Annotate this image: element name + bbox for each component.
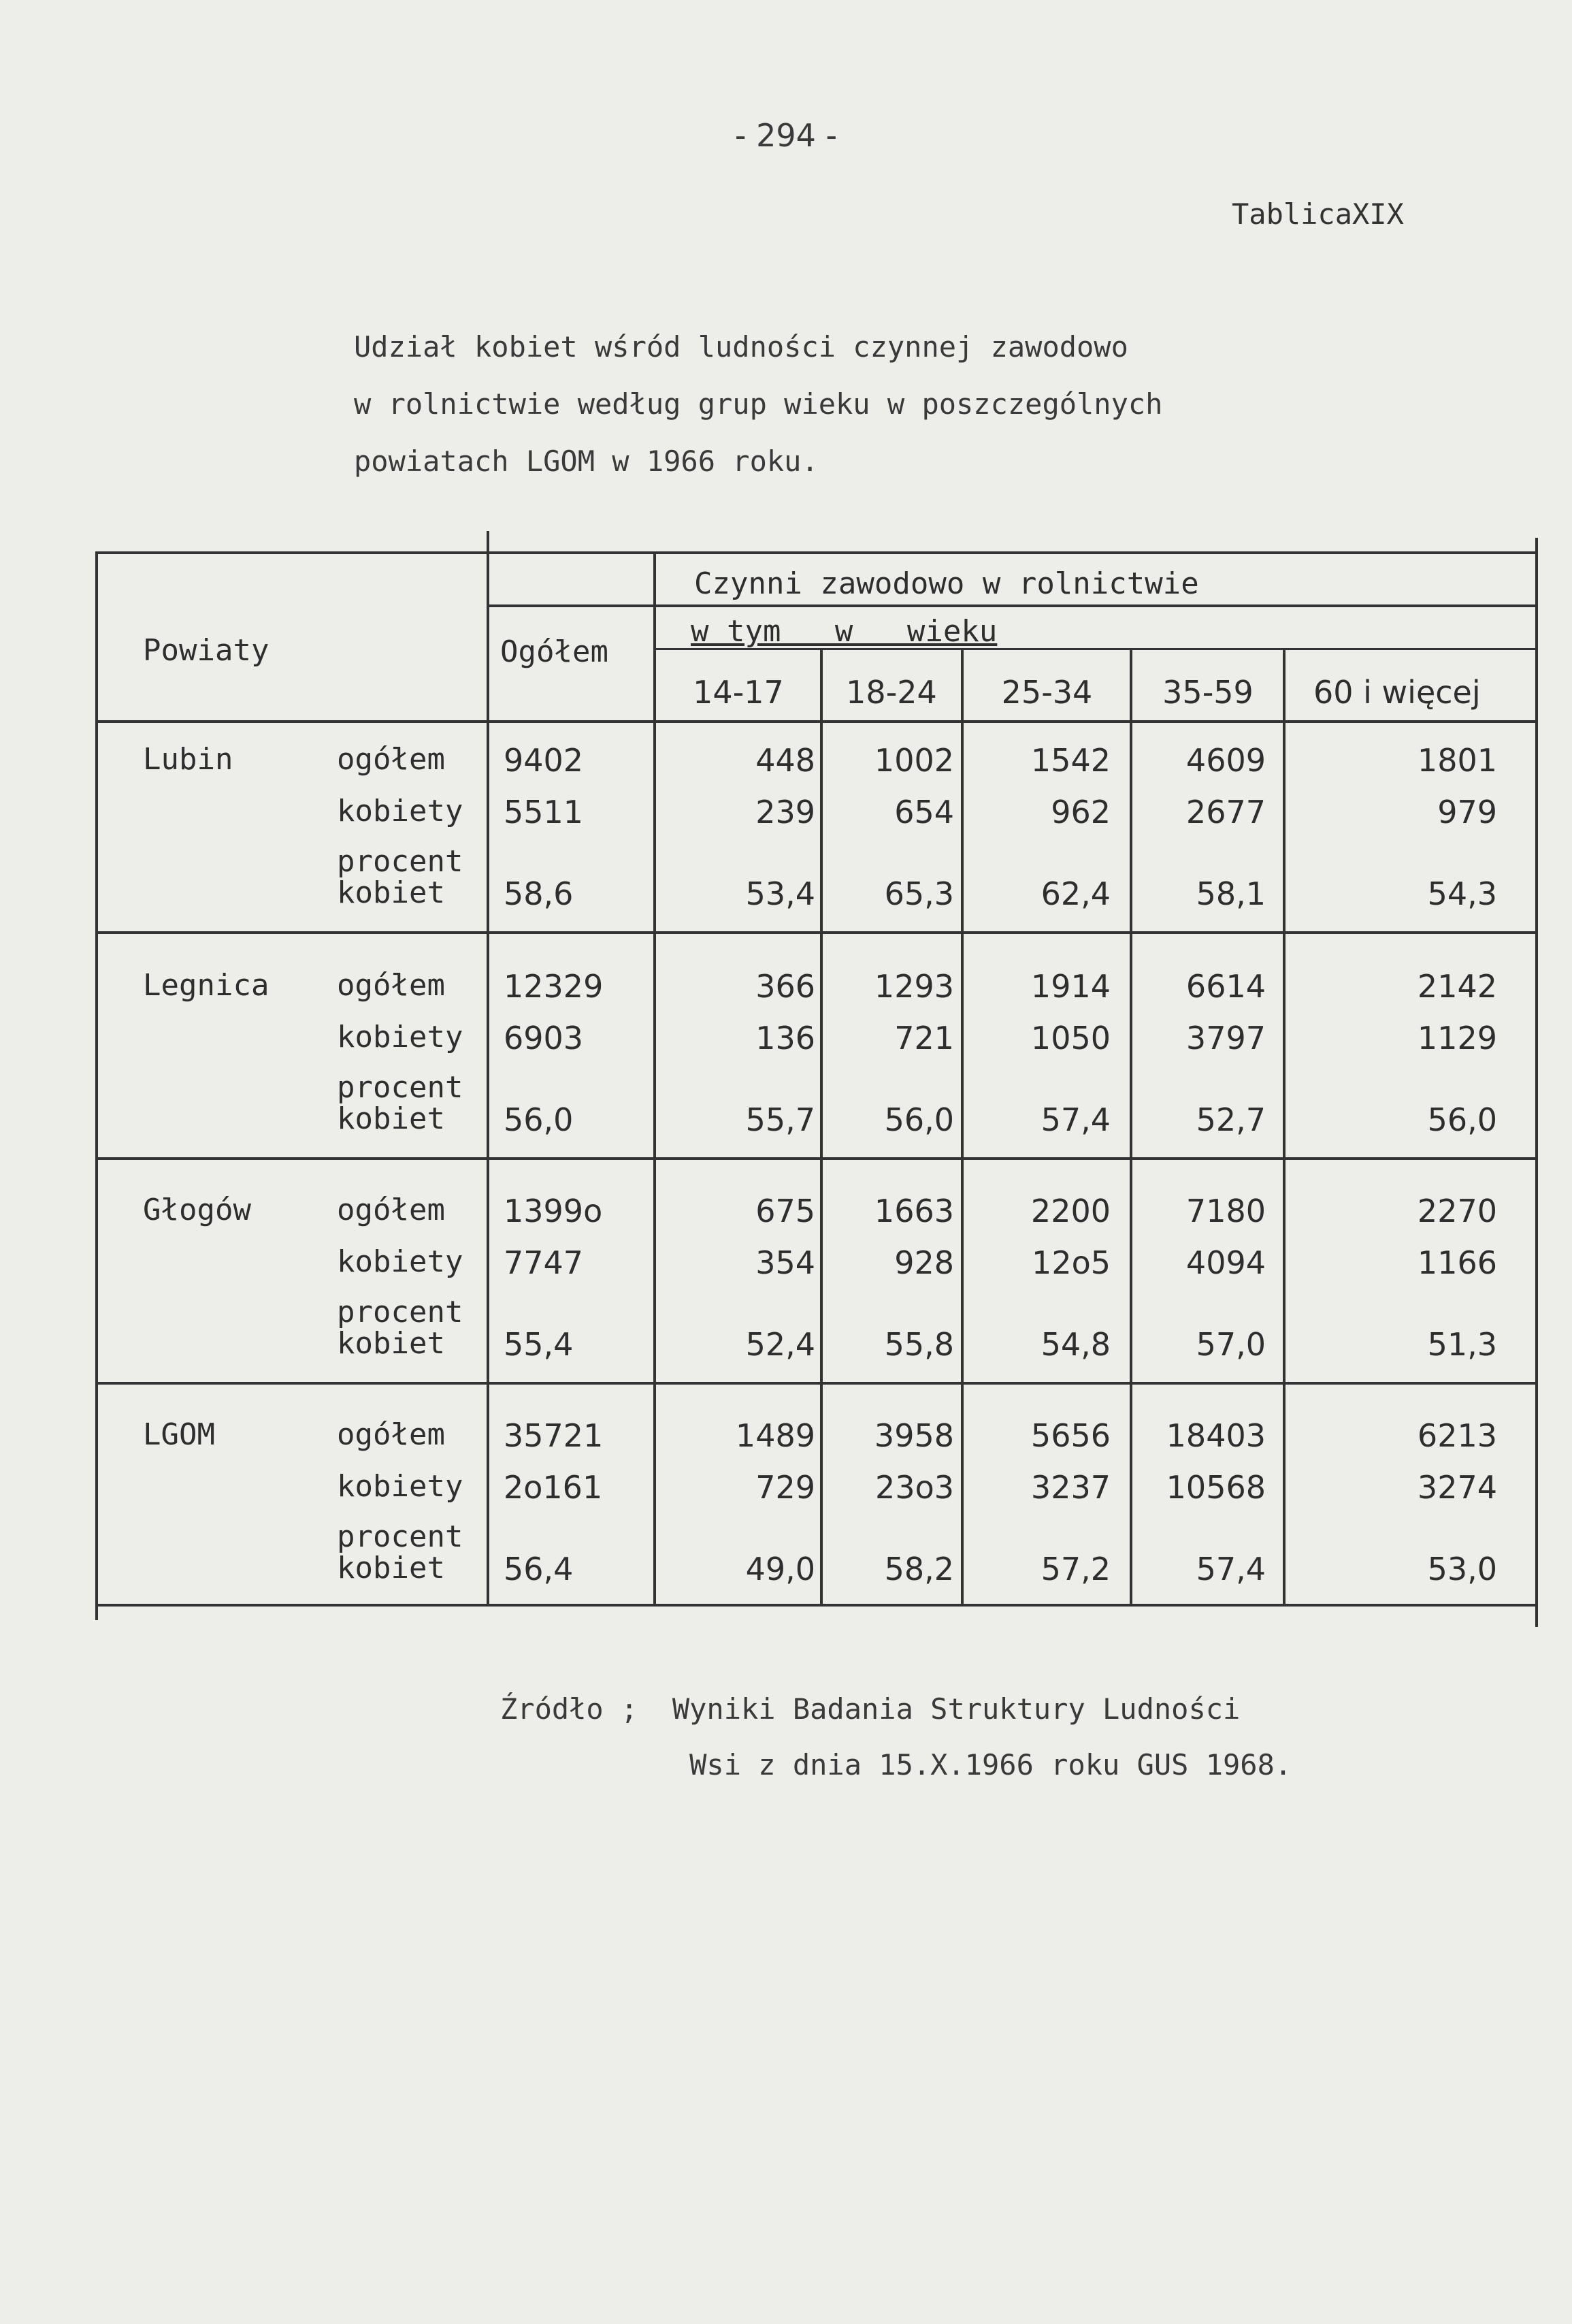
ogolem-value: 56,0 — [504, 1101, 574, 1138]
ogolem-value: 35721 — [504, 1417, 604, 1454]
age-value: 1129 — [1417, 1020, 1497, 1056]
age-value: 54,3 — [1427, 875, 1497, 912]
age-value: 1293 — [874, 968, 954, 1005]
age-value: 729 — [755, 1469, 815, 1506]
table-rule — [95, 720, 1538, 723]
header-czynni: Czynni zawodowo w rolnictwie — [694, 566, 1199, 601]
table-rule — [95, 931, 1538, 934]
data-table — [95, 545, 1538, 1613]
age-value: 4609 — [1185, 742, 1266, 779]
age-value: 2200 — [1030, 1193, 1111, 1229]
table-rule — [95, 1157, 1538, 1160]
age-value: 979 — [1437, 794, 1497, 830]
row-label: kobiet — [337, 1326, 445, 1361]
table-rule — [1283, 648, 1286, 1604]
age-value: 53,0 — [1427, 1551, 1497, 1587]
age-value: 55,8 — [884, 1326, 954, 1363]
table-rule — [487, 531, 489, 1607]
row-label: kobiet — [337, 875, 445, 910]
age-value: 448 — [755, 742, 815, 779]
row-label: procent — [337, 844, 463, 879]
age-value: 49,0 — [745, 1551, 815, 1587]
age-value: 58,1 — [1196, 875, 1266, 912]
age-value: 928 — [894, 1244, 954, 1281]
powiat-name: Głogów — [143, 1193, 251, 1227]
age-value: 62,4 — [1041, 875, 1111, 912]
row-label: kobiety — [337, 1020, 463, 1054]
ogolem-value: 2o161 — [504, 1469, 603, 1506]
row-label: ogółem — [337, 1417, 445, 1452]
age-value: 962 — [1051, 794, 1111, 830]
age-value: 7180 — [1185, 1193, 1266, 1229]
row-label: ogółem — [337, 1193, 445, 1227]
age-value: 58,2 — [884, 1551, 954, 1587]
table-rule — [1535, 538, 1538, 1627]
age-value: 57,2 — [1041, 1551, 1111, 1587]
table-label: TablicaXIX — [1232, 197, 1404, 231]
header-age-18-24: 18-24 — [846, 674, 937, 711]
age-value: 52,7 — [1196, 1101, 1266, 1138]
table-rule — [95, 551, 1538, 554]
row-label: procent — [337, 1070, 463, 1105]
ogolem-value: 58,6 — [504, 875, 574, 912]
age-value: 1663 — [874, 1193, 954, 1229]
age-value: 57,4 — [1196, 1551, 1266, 1587]
ogolem-value: 9402 — [504, 742, 584, 779]
ogolem-value: 12329 — [504, 968, 604, 1005]
header-ogolem: Ogółem — [500, 634, 608, 669]
ogolem-value: 6903 — [504, 1020, 584, 1056]
age-value: 5656 — [1030, 1417, 1111, 1454]
header-age-14-17: 14-17 — [693, 674, 784, 711]
age-value: 2270 — [1417, 1193, 1497, 1229]
header-age-25-34: 25-34 — [1001, 674, 1093, 711]
row-label: kobiet — [337, 1101, 445, 1136]
age-value: 6213 — [1417, 1417, 1497, 1454]
age-value: 1914 — [1030, 968, 1111, 1005]
age-value: 1801 — [1417, 742, 1497, 779]
age-value: 2677 — [1185, 794, 1266, 830]
row-label: procent — [337, 1295, 463, 1329]
age-value: 3958 — [874, 1417, 954, 1454]
age-value: 53,4 — [745, 875, 815, 912]
row-label: kobiet — [337, 1551, 445, 1585]
table-rule — [487, 604, 1538, 607]
table-rule — [95, 551, 98, 1620]
source-line: Źródło ; Wyniki Badania Struktury Ludności — [500, 1692, 1241, 1726]
source-line: Wsi z dnia 15.X.1966 roku GUS 1968. — [500, 1748, 1292, 1781]
age-value: 675 — [755, 1193, 815, 1229]
ogolem-value: 56,4 — [504, 1551, 574, 1587]
title-line: powiatach LGOM w 1966 roku. — [354, 445, 819, 478]
age-value: 366 — [755, 968, 815, 1005]
age-value: 55,7 — [745, 1101, 815, 1138]
table-rule — [653, 551, 656, 1607]
age-value: 1542 — [1030, 742, 1111, 779]
row-label: kobiety — [337, 1469, 463, 1504]
page-number: - 294 - — [734, 117, 838, 154]
age-value: 654 — [894, 794, 954, 830]
age-value: 6614 — [1185, 968, 1266, 1005]
age-value: 721 — [894, 1020, 954, 1056]
age-value: 56,0 — [1427, 1101, 1497, 1138]
table-title — [354, 319, 1375, 490]
age-value: 52,4 — [745, 1326, 815, 1363]
ogolem-value: 7747 — [504, 1244, 584, 1281]
ogolem-value: 1399o — [504, 1193, 603, 1229]
age-value: 1489 — [735, 1417, 815, 1454]
title-line: Udział kobiet wśród ludności czynnej zawodowo — [354, 330, 1128, 364]
row-label: kobiety — [337, 794, 463, 828]
powiat-name: Lubin — [143, 742, 233, 777]
ogolem-value: 5511 — [504, 794, 584, 830]
age-value: 23o3 — [875, 1469, 954, 1506]
age-value: 12o5 — [1032, 1244, 1111, 1281]
row-label: kobiety — [337, 1244, 463, 1279]
table-rule — [95, 1604, 1538, 1607]
age-value: 54,8 — [1041, 1326, 1111, 1363]
age-value: 2142 — [1417, 968, 1497, 1005]
age-value: 239 — [755, 794, 815, 830]
row-label: procent — [337, 1519, 463, 1554]
age-value: 51,3 — [1427, 1326, 1497, 1363]
age-value: 56,0 — [884, 1101, 954, 1138]
age-value: 136 — [755, 1020, 815, 1056]
age-value: 354 — [755, 1244, 815, 1281]
header-age-60-plus: 60 i więcej — [1313, 674, 1481, 711]
age-value: 65,3 — [884, 875, 954, 912]
table-rule — [95, 1382, 1538, 1385]
age-value: 10568 — [1166, 1469, 1266, 1506]
header-w-tym: w tym w wieku — [691, 614, 998, 649]
age-value: 1050 — [1030, 1020, 1111, 1056]
row-label: ogółem — [337, 968, 445, 1003]
age-value: 57,0 — [1196, 1326, 1266, 1363]
age-value: 4094 — [1185, 1244, 1266, 1281]
age-value: 3797 — [1185, 1020, 1266, 1056]
source-note — [500, 1681, 1487, 1793]
age-value: 1002 — [874, 742, 954, 779]
header-powiaty: Powiaty — [143, 633, 269, 668]
header-age-35-59: 35-59 — [1162, 674, 1254, 711]
powiat-name: LGOM — [143, 1417, 215, 1452]
age-value: 57,4 — [1041, 1101, 1111, 1138]
age-value: 18403 — [1166, 1417, 1266, 1454]
row-label: ogółem — [337, 742, 445, 777]
age-value: 3274 — [1417, 1469, 1497, 1506]
age-value: 3237 — [1030, 1469, 1111, 1506]
age-value: 1166 — [1417, 1244, 1497, 1281]
title-line: w rolnictwie według grup wieku w poszczególnych — [354, 387, 1163, 421]
powiat-name: Legnica — [143, 968, 269, 1003]
ogolem-value: 55,4 — [504, 1326, 574, 1363]
